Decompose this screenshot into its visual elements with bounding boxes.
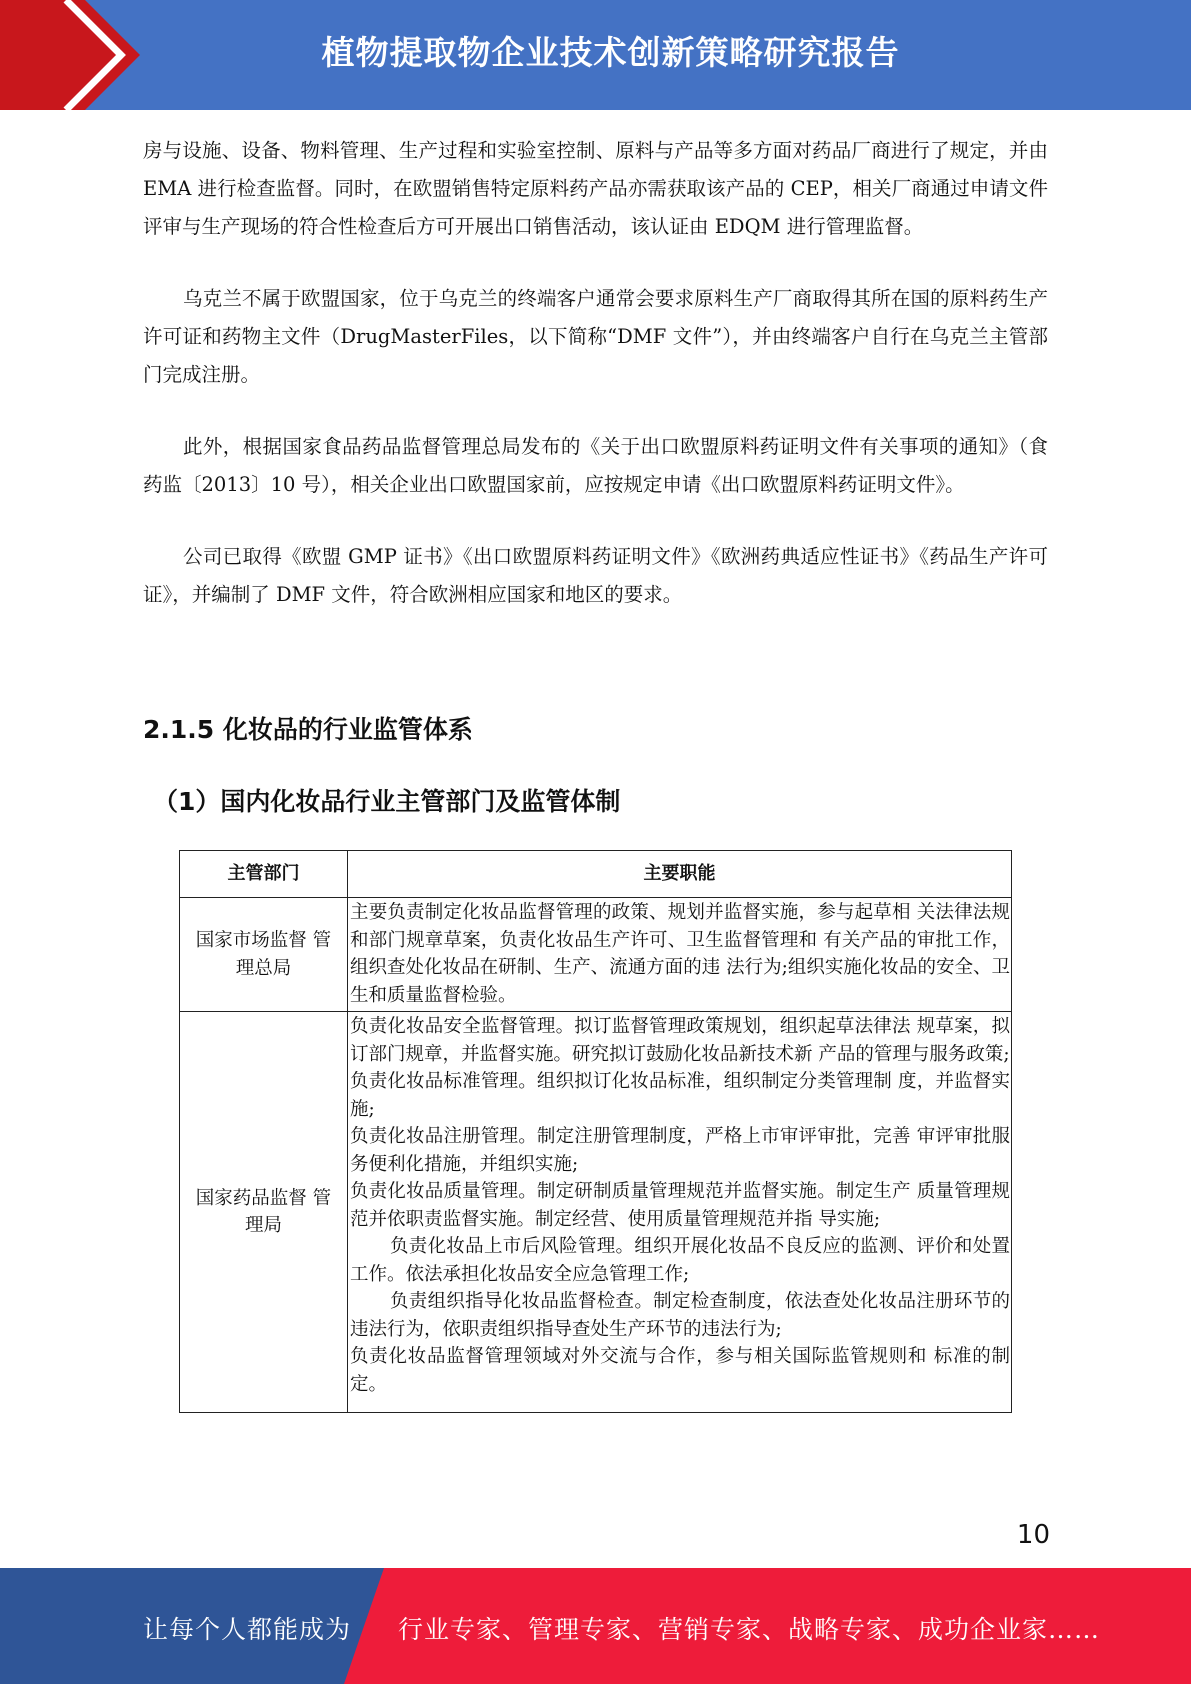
report-title: 植物提取物企业技术创新策略研究报告 bbox=[321, 33, 900, 72]
body-text bbox=[143, 132, 1048, 648]
header-duties: 主要职能 bbox=[348, 851, 1012, 898]
duty-cell bbox=[348, 1012, 1012, 1413]
page-footer bbox=[0, 1568, 1191, 1684]
duty-line: 负责化妆品注册管理。制定注册管理制度，严格上市审评审批，完善 审评审批服务便利化措施，并组织实施; bbox=[350, 1126, 1010, 1175]
paragraph-1: 房与设施、设备、物料管理、生产过程和实验室控制、原料与产品等多方面对药品厂商进行了规定，并由 EMA 进行检查监督。同时，在欧盟销售特定原料药产品亦需获取该产品的 CEP，相关厂商通过申请文件评审与生产现场的符合性检查后方可开展出口销售活动，该认证由 EDQM 进行管理监督。 bbox=[143, 139, 1048, 238]
duty-line: 负责化妆品标准管理。组织拟订化妆品标准，组织制定分类管理制 度，并监督实施; bbox=[350, 1071, 1010, 1120]
dept-cell: 国家药品监督 管理局 bbox=[180, 1012, 348, 1413]
duty-line: 负责化妆品监督管理领域对外交流与合作，参与相关国际监管规则和 标准的制定。 bbox=[350, 1346, 1010, 1395]
duty-line: 负责化妆品安全监督管理。拟订监督管理政策规划，组织起草法律法 规草案，拟订部门规章，并监督实施。研究拟订鼓励化妆品新技术新 产品的管理与服务政策; bbox=[350, 1016, 1010, 1065]
table-row bbox=[180, 898, 1012, 1012]
header-dept: 主管部门 bbox=[180, 851, 348, 898]
table-row bbox=[180, 1012, 1012, 1413]
footer-slogan-right: 行业专家、管理专家、营销专家、战略专家、成功企业家…… bbox=[398, 1615, 1101, 1644]
dept-cell: 国家市场监督 管理总局 bbox=[180, 898, 348, 1012]
page-header bbox=[0, 0, 1191, 110]
section-heading: 2.1.5 化妆品的行业监管体系 bbox=[143, 715, 473, 744]
duty-line: 主要负责制定化妆品监督管理的政策、规划并监督实施，参与起草相 关法律法规和部门规章草案，负责化妆品生产许可、卫生监督管理和 有关产品的审批工作，组织查处化妆品在研制、生产、流通方面的违 法行为;组织实施化妆品的安全、卫生和质量监督检验。 bbox=[350, 902, 1010, 1006]
footer-slogan-left: 让每个人都能成为 bbox=[143, 1615, 352, 1644]
duty-cell bbox=[348, 898, 1012, 1012]
paragraph-2: 乌克兰不属于欧盟国家，位于乌克兰的终端客户通常会要求原料生产厂商取得其所在国的原料药生产许可证和药物主文件（DrugMasterFiles，以下简称“DMF 文件”），并由终端客户自行在乌克兰主管部门完成注册。 bbox=[143, 287, 1048, 386]
subsection-heading: （1）国内化妆品行业主管部门及监管体制 bbox=[153, 787, 621, 816]
page-number: 10 bbox=[1016, 1520, 1050, 1550]
paragraph-3: 此外，根据国家食品药品监督管理总局发布的《关于出口欧盟原料药证明文件有关事项的通知》（食药监〔2013〕10 号），相关企业出口欧盟国家前，应按规定申请《出口欧盟原料药证明文件》。 bbox=[143, 435, 1048, 496]
duty-line: 负责化妆品质量管理。制定研制质量管理规范并监督实施。制定生产 质量管理规范并依职责监督实施。制定经营、使用质量管理规范并指 导实施; bbox=[350, 1181, 1010, 1230]
duty-line: 负责化妆品上市后风险管理。组织开展化妆品不良反应的监测、评价和处置工作。依法承担化妆品安全应急管理工作; bbox=[350, 1236, 1010, 1285]
duty-line: 负责组织指导化妆品监督检查。制定检查制度，依法查处化妆品注册环节的违法行为，依职责组织指导查处生产环节的违法行为; bbox=[350, 1291, 1010, 1340]
table-header-row bbox=[180, 851, 1012, 898]
regulator-table bbox=[179, 850, 1012, 1413]
paragraph-4: 公司已取得《欧盟 GMP 证书》《出口欧盟原料药证明文件》《欧洲药典适应性证书》《药品生产许可证》，并编制了 DMF 文件，符合欧洲相应国家和地区的要求。 bbox=[143, 545, 1048, 606]
